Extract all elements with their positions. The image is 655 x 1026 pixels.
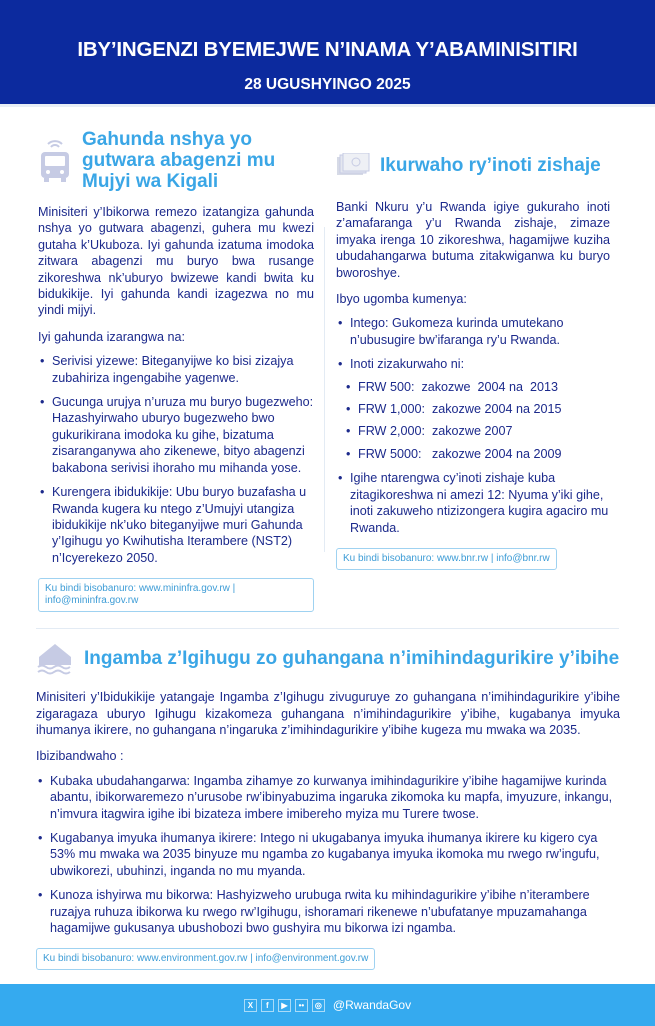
note-item: • FRW 5000: zakozwe 2004 na 2009 (336, 446, 610, 462)
climate-contact-link[interactable]: Ku bindi bisobanuro: www.environment.gov.rw | info@environment.gov.rw (36, 948, 375, 970)
climate-title: Ingamba z’Igihugu zo guhangana n’imihindagurikire y’ibihe (84, 647, 620, 669)
banknotes-lead: Ibyo ugomba kumenya: (336, 292, 467, 307)
instagram-icon[interactable]: ◎ (312, 999, 325, 1012)
facebook-icon[interactable]: f (261, 999, 274, 1012)
x-icon[interactable]: X (244, 999, 257, 1012)
note-item: • FRW 2,000: zakozwe 2007 (336, 423, 610, 439)
page-title: IBY’INGENZI BYEMEJWE N’INAMA Y’ABAMINISITIRI (77, 38, 578, 61)
transport-intro: Minisiteri y’Ibikorwa remezo izatangiza gahunda nshya yo gutwara abagenzi, guhera mu kwezi gutaha k’Ukuboza. Iyi gahunda izatuma imodoka zitwara abagenzi mu buryo bwa rusange zikoreshwa nk’uburyo bwizewe kandi bwita ku bidukikije. Iyi gahunda kandi izagezwa no mu yindi mijyi. (38, 205, 314, 318)
list-item: • Serivisi yizewe: Biteganyijwe ko bisi zizajya zubahiriza ingengabihe yagenwe. (38, 353, 314, 386)
page-header (0, 0, 655, 107)
banknotes-icon (336, 153, 370, 177)
top-columns (0, 107, 655, 612)
youtube-icon[interactable]: ▶ (278, 999, 291, 1012)
list-item: • Igihe ntarengwa cy’inoti zishaje kuba zitagikoreshwa ni amezi 12: Nyuma y’iki gihe, inoti zakuweho ntizizongera kugira agaciro mu Rwanda. (336, 470, 610, 536)
list-item: • Kubaka ubudahangarwa: Ingamba zihamye zo kurwanya imihindagurikire y’ibihe hagamijwe kurinda abantu, ibikorwaremezo n’urusobe rw’ibinyabuzima ingaruka zikomoka ku mapfa, imyuzure, inkangu, n’imvura itagwira igihe ibi bizateza imbere imibereho myiza mu Turere twose. (36, 773, 620, 822)
transport-section (38, 129, 324, 612)
banknotes-section (336, 129, 610, 570)
climate-lead: Ibizibandwaho : (36, 749, 124, 764)
note-item: • FRW 500: zakozwe 2004 na 2013 (336, 379, 610, 395)
list-item: • Intego: Gukomeza kurinda umutekano n’ubusugire bw’ifaranga ry’u Rwanda. (336, 315, 610, 348)
banknotes-contact-link[interactable]: Ku bindi bisobanuro: www.bnr.rw | info@bnr.rw (336, 548, 557, 570)
transport-contact-link[interactable]: Ku bindi bisobanuro: www.mininfra.gov.rw | info@mininfra.gov.rw (38, 578, 314, 612)
list-item: • Kunoza ishyirwa mu bikorwa: Hashyizweho urubuga rwita ku mihindagurikire y’ibihe n’iterambere ruzajya ruhuza ibikorwa ku rwego rw’Igihugu, ishoramari rikenewe n’ubufatanye mpuzamahanga hagamijwe gukusanya ubushobozi bwo gushyira mu bikorwa izi ngamba. (36, 887, 620, 936)
page-date: 28 UGUSHYINGO 2025 (244, 76, 411, 93)
climate-intro: Minisiteri y’Ibidukikije yatangaje Ingamba z’Igihugu zivuguruye zo guhangana n’imihindagurikire y’ibihe zigaragaza uburyo Igihugu kizakomeza guhangana n’imihindagurikire y’ibihe, kugabanya imyuka ihumanya ikirere, no guhangana n’ingaruka z’imihindagurikire y’ibihe kugeza mu mwaka wa 2035. (36, 690, 620, 737)
banknotes-title: Ikurwaho ry’inoti zishaje (380, 154, 601, 176)
transport-title: Gahunda nshya yo gutwara abagenzi mu Mujyi wa Kigali (82, 129, 276, 192)
list-item (336, 356, 610, 462)
list-item-text: Inoti zizakurwaho ni: (350, 357, 465, 372)
flood-house-icon (36, 641, 74, 675)
list-item: • Kurengera ibidukikije: Ubu buryo buzafasha u Rwanda kugera ku ntego z’Umujyi utangiza ibidukikije nk’uko biteganyijwe muri Gahunda y’Igihugu yo Kwihutisha Iterambere (NST2) n’Icyerekezo 2050. (38, 484, 314, 566)
bus-icon (38, 138, 72, 184)
flickr-icon[interactable]: •• (295, 999, 308, 1012)
banknotes-intro: Banki Nkuru y’u Rwanda igiye gukuraho inoti z’amafaranga y’u Rwanda zishaje, zimaze imyaka irenga 10 zikoreshwa, hagamijwe kuziha ubudahangarwa butuma zitakwiganwa ku buryo bworoshye. (336, 200, 610, 280)
climate-section (0, 629, 655, 984)
footer (0, 984, 655, 1026)
note-item: • FRW 1,000: zakozwe 2004 na 2015 (336, 401, 610, 417)
social-handle[interactable]: @RwandaGov (332, 998, 412, 1013)
column-divider (324, 227, 325, 552)
list-item: • Kugabanya imyuka ihumanya ikirere: Intego ni ukugabanya imyuka ihumanya ikirere ku kigero cya 53% mu mwaka wa 2035 binyuze mu ngamba zo kugabanya imyuka ikomoka mu rwego rw’ingufu, ubwikorezi, ubuhinzi, inganda no mu myanda. (36, 830, 620, 879)
list-item: • Gucunga urujya n’uruza mu buryo bugezweho: Hazashyirwaho uburyo bugezweho bwo gukurikirana imodoka ku gihe, bizatuma zisaranganywa aho zikenewe, bityo abagenzi bakabona serivisi ihoraho mu mihanda yose. (38, 394, 314, 476)
transport-lead: Iyi gahunda izarangwa na: (38, 329, 186, 344)
